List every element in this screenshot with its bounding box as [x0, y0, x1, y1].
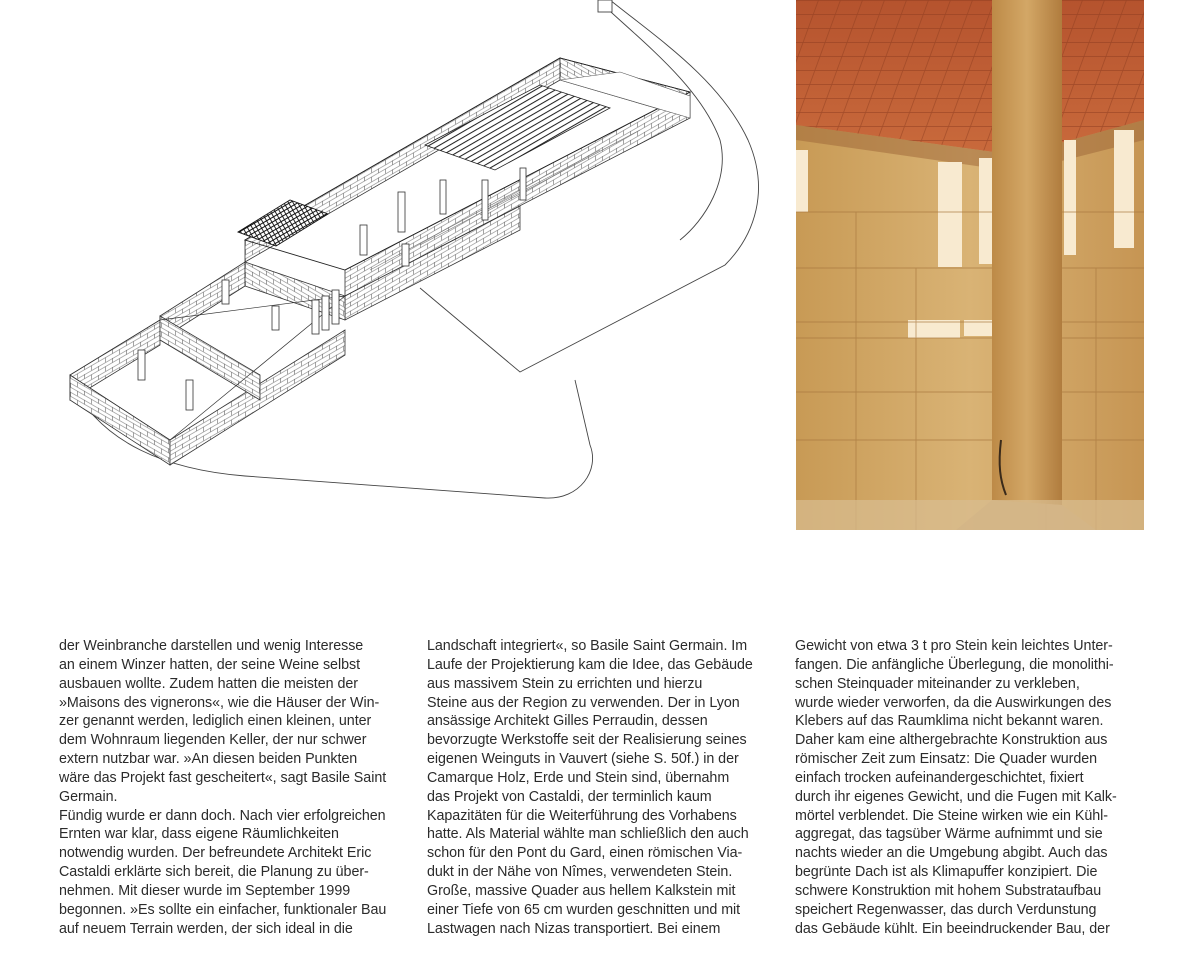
- axonometric-drawing: [0, 0, 780, 560]
- text-line: Klebers auf das Raumklima nicht bekannt waren.: [795, 713, 1104, 730]
- text-line: aggregat, das tagsüber Wärme aufnimmt und sie: [795, 826, 1103, 843]
- text-line: schwere Konstruktion mit hohem Substrataufbau: [795, 882, 1102, 899]
- building-walls: [245, 58, 690, 320]
- text-line: das Projekt von Castaldi, der terminlich kaum: [427, 788, 712, 805]
- text-line: der Weinbranche darstellen und wenig Interesse: [59, 638, 364, 654]
- text-line: aus massivem Stein zu errichten und hierzu: [427, 675, 703, 692]
- text-line: wäre das Projekt fast gescheitert«, sagt Basile Saint: [59, 769, 387, 786]
- text-line: ausbauen wollte. Zudem hatten die meisten der: [59, 675, 358, 692]
- text-line: einfach trocken aufeinandergeschichtet, fixiert: [795, 769, 1084, 786]
- text-line: notwendig wurden. Der befreundete Architekt Eric: [59, 845, 372, 862]
- text-line: dem Wohnraum liegenden Keller, der nur schwer: [59, 732, 367, 749]
- text-line: extern nutzbar war. »An diesen beiden Punkten: [59, 751, 358, 768]
- text-line: Steine aus der Region zu verwenden. Der in Lyon: [427, 694, 740, 711]
- text-line: schen Steinquader miteinander zu verkleben,: [795, 675, 1080, 692]
- text-line: fangen. Die anfängliche Überlegung, die monolithi-: [795, 656, 1114, 673]
- text-line: begonnen. »Es sollte ein einfacher, funktionaler Bau: [59, 901, 387, 918]
- text-line: einer Tiefe von 65 cm wurden geschnitten und mit: [427, 901, 741, 918]
- annex-walls: [70, 262, 345, 465]
- text-line: ansässige Architekt Gilles Perraudin, dessen: [427, 713, 708, 730]
- text-column-2: [427, 637, 779, 939]
- text-line: Daher kam eine althergebrachte Konstruktion aus: [795, 732, 1108, 749]
- text-line: schon für den Pont du Gard, einen römischen Via-: [427, 845, 743, 862]
- text-line: Lastwagen nach Nizas transportiert. Bei einem: [427, 920, 721, 937]
- text-line: Fündig wurde er dann doch. Nach vier erfolgreichen: [59, 807, 386, 824]
- text-line: das Gebäude kühlt. Ein beeindruckender Bau, der: [795, 920, 1110, 937]
- text-line: hatte. Als Material wählte man schließlich den auch: [427, 826, 749, 843]
- text-line: »Maisons des vignerons«, wie die Häuser der Win-: [59, 694, 380, 711]
- text-line: römischer Zeit zum Einsatz: Die Quader wurden: [795, 751, 1098, 768]
- text-line: Große, massive Quader aus hellem Kalkstein mit: [427, 882, 736, 899]
- text-line: wurde wieder verworfen, da die Auswirkungen des: [795, 694, 1112, 711]
- text-line: nehmen. Mit dieser wurde im September 1999: [59, 882, 351, 899]
- interior-photo: [796, 0, 1144, 530]
- text-line: bevorzugte Werkstoffe seit der Realisierung seines: [427, 732, 747, 749]
- text-line: Kapazitäten für die Weiterführung des Vorhabens: [427, 807, 737, 824]
- text-line: Landschaft integriert«, so Basile Saint Germain. Im: [427, 638, 748, 654]
- text-line: Castaldi erklärte sich bereit, die Planung zu über-: [59, 864, 369, 881]
- text-column-1: [59, 637, 411, 939]
- text-line: eigenen Weinguts in Vauvert (siehe S. 50f.) in der: [427, 751, 739, 768]
- text-column-3: [795, 637, 1147, 939]
- text-line: Ernten war klar, dass eigene Räumlichkeiten: [59, 826, 339, 843]
- text-line: an einem Winzer hatten, der seine Weine selbst: [59, 656, 361, 673]
- text-line: Gewicht von etwa 3 t pro Stein kein leichtes Unter-: [795, 638, 1113, 654]
- text-line: durch ihr eigenes Gewicht, und die Fugen mit Kalk-: [795, 788, 1117, 805]
- text-line: mörtel verblendet. Die Steine wirken wie ein Kühl-: [795, 807, 1108, 824]
- text-line: auf neuem Terrain werden, der sich ideal in die: [59, 920, 353, 937]
- text-line: Camarque Holz, Erde und Stein sind, übernahm: [427, 769, 730, 786]
- text-line: begrünte Dach ist als Klimapuffer konzipiert. Die: [795, 864, 1098, 881]
- text-line: zer genannt werden, lediglich einen kleinen, unter: [59, 713, 372, 730]
- text-line: Laufe der Projektierung kam die Idee, das Gebäude: [427, 656, 753, 673]
- text-line: dukt in der Nähe von Nîmes, verwendeten Stein.: [427, 864, 733, 881]
- text-line: speichert Regenwasser, das durch Verdunstung: [795, 901, 1097, 918]
- text-line: Germain.: [59, 788, 118, 805]
- text-line: nachts wieder an die Umgebung abgibt. Auch das: [795, 845, 1108, 862]
